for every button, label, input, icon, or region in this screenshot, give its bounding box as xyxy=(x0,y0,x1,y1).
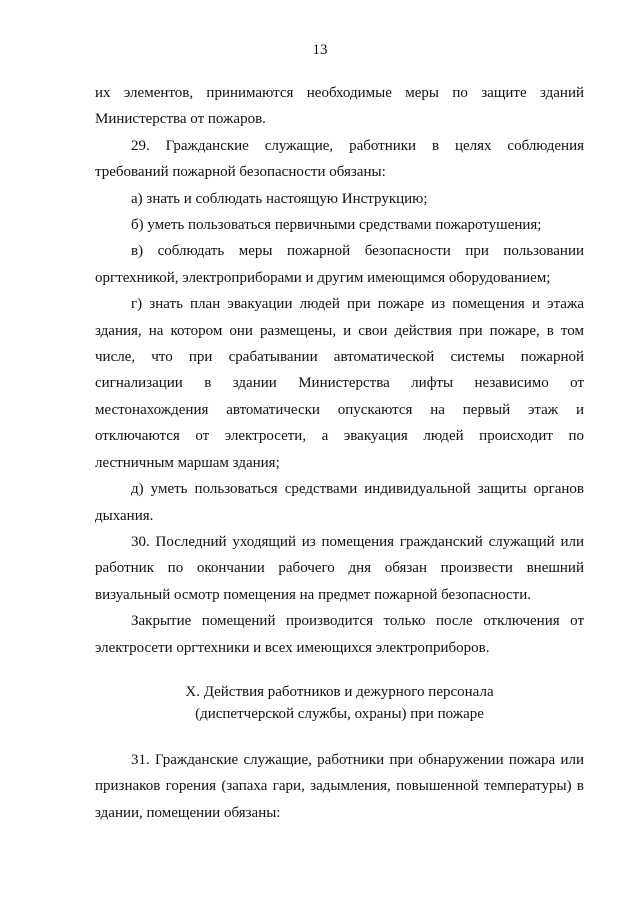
paragraph-item-29: 29. Гражданские служащие, работники в целях соблюдения требований пожарной безопасности обязаны: xyxy=(95,137,584,181)
document-body xyxy=(95,80,584,826)
paragraph-item-29a: а) знать и соблюдать настоящую Инструкцию; xyxy=(131,190,428,207)
page-number: 13 xyxy=(312,42,328,58)
section-heading-line2: (диспетчерской службы, охраны) при пожаре xyxy=(195,705,484,722)
paragraph-closing-rooms: Закрытие помещений производится только после отключения от электросети оргтехники и всех имеющихся электроприборов. xyxy=(95,613,584,656)
paragraph-item-29d: д) уметь пользоваться средствами индивидуальной защиты органов дыхания. xyxy=(95,481,584,524)
paragraph-item-29b: б) уметь пользоваться первичными средствами пожаротушения; xyxy=(131,217,542,234)
section-heading xyxy=(95,681,584,725)
paragraph-item-30: 30. Последний уходящий из помещения гражданский служащий или работник по окончании рабочего дня обязан произвести внешний визуальный осмотр помещения на предмет пожарной безопасности. xyxy=(95,533,584,603)
paragraph-item-29g: г) знать план эвакуации людей при пожаре из помещения и этажа здания, на котором они размещены, и свои действия при пожаре, в том числе, что при срабатывании автоматической системы пожарной сигнализации в здании Министерства лифты независимо от местонахождения автоматически опускаются на первый этаж и отключаются от электросети, а эвакуация людей происходит по лестничным маршам здания; xyxy=(95,296,584,471)
paragraph-item-29v: в) соблюдать меры пожарной безопасности при пользовании оргтехникой, электроприборами и другим имеющимся оборудованием; xyxy=(95,243,584,286)
paragraph-item-31: 31. Гражданские служащие, работники при обнаружении пожара или признаков горения (запаха гари, задымления, повышенной температуры) в здании, помещении обязаны: xyxy=(95,751,584,821)
paragraph-continuation: их элементов, принимаются необходимые меры по защите зданий Министерства от пожаров. xyxy=(95,85,584,128)
section-heading-line1: X. Действия работников и дежурного персонала xyxy=(185,683,494,700)
